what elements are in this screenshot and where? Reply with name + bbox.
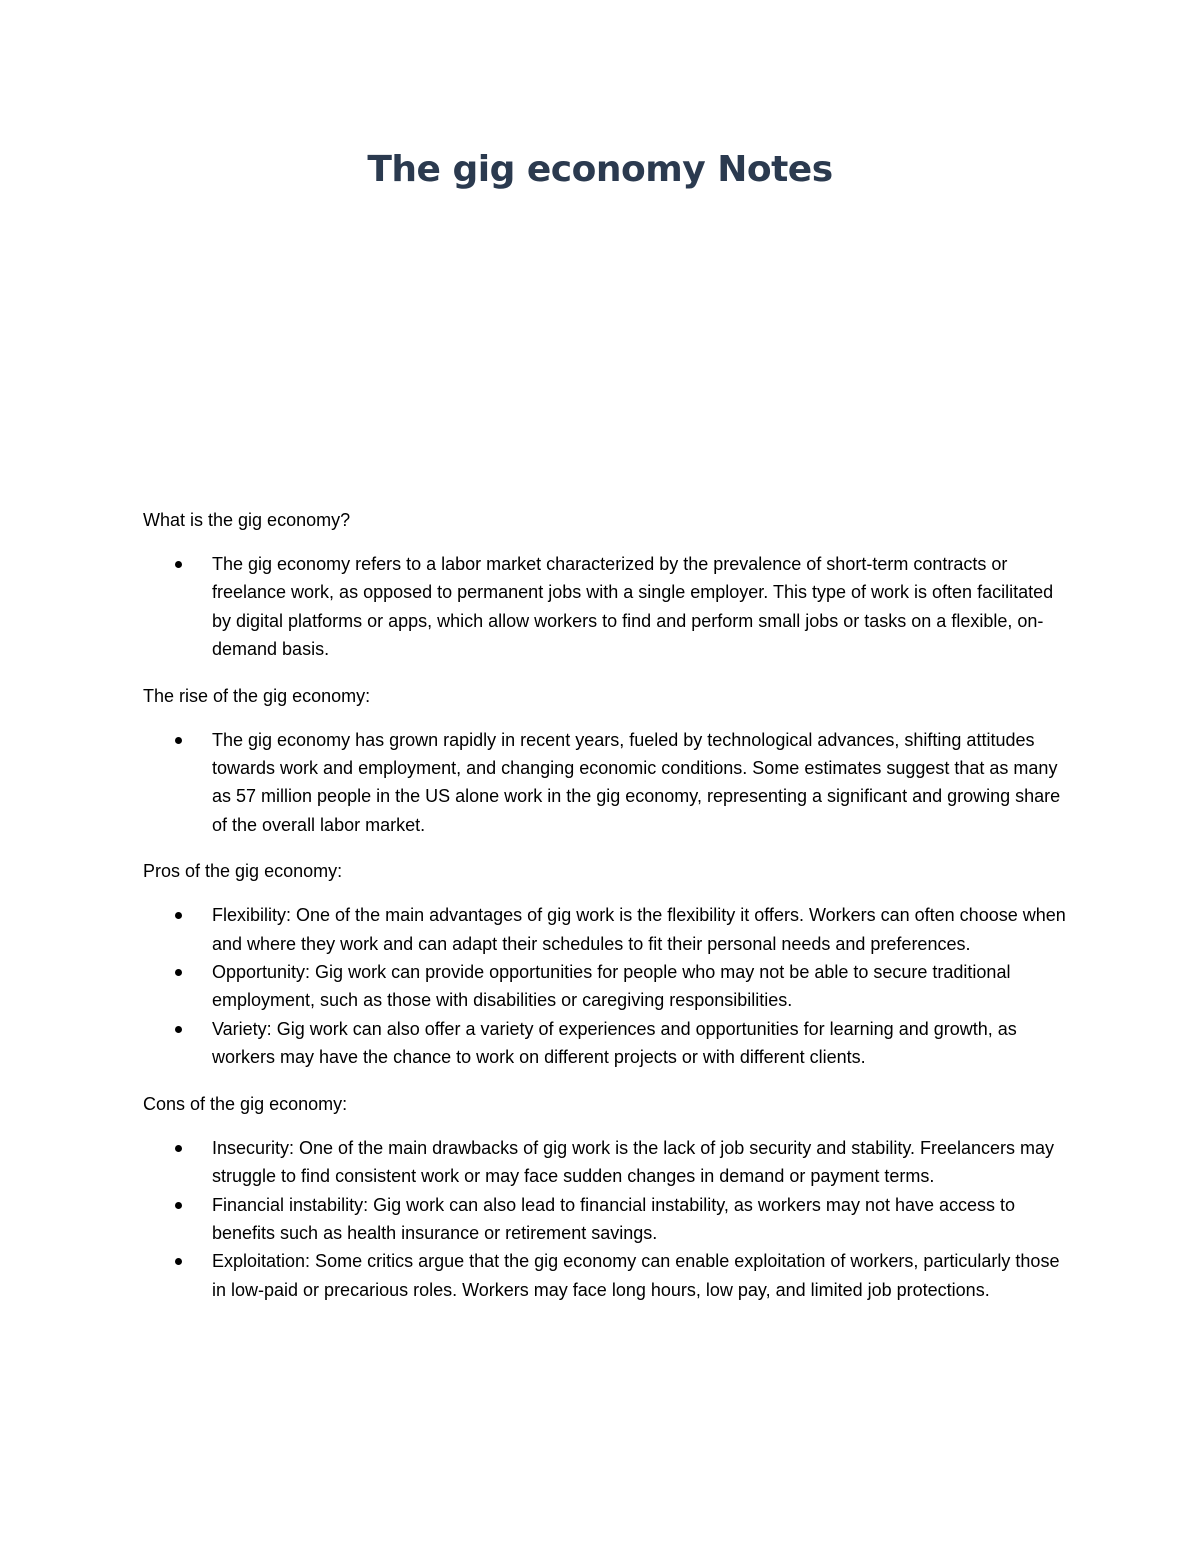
bullet-icon bbox=[175, 1202, 182, 1209]
bullet-list bbox=[143, 1134, 1068, 1304]
section-heading: Cons of the gig economy: bbox=[143, 1093, 348, 1114]
list-item-text: Insecurity: One of the main drawbacks of gig work is the lack of job security and stability. Freelancers may struggle to find consistent work or may face sudden changes in demand or payment terms. bbox=[212, 1137, 1055, 1187]
bullet-icon bbox=[175, 1258, 182, 1265]
section-heading: What is the gig economy? bbox=[143, 510, 351, 530]
list-item-text: The gig economy refers to a labor market characterized by the prevalence of short-term contracts or freelance work, as opposed to permanent jobs with a single employer. This type of work is often facilitated by digital platforms or apps, which allow workers to find and perform small jobs or tasks on a flexible, on-demand basis. bbox=[212, 554, 1054, 660]
section-heading: The rise of the gig economy: bbox=[143, 685, 371, 706]
bullet-icon bbox=[175, 912, 182, 919]
list-item bbox=[143, 1134, 1068, 1191]
list-item-text: Exploitation: Some critics argue that the gig economy can enable exploitation of workers, particularly those in low-paid or precarious roles. Workers may face long hours, low pay, and limited job protections. bbox=[212, 1251, 1060, 1300]
bullet-icon bbox=[175, 1145, 182, 1152]
bullet-icon bbox=[175, 737, 182, 744]
list-item bbox=[143, 1247, 1068, 1304]
bullet-list bbox=[143, 901, 1068, 1071]
list-item-text: Flexibility: One of the main advantages of gig work is the flexibility it offers. Workers can often choose when and where they work and can adapt their schedules to fit their personal needs and preferences. bbox=[212, 905, 1066, 954]
list-item bbox=[143, 1191, 1068, 1248]
section-heading: Pros of the gig economy: bbox=[143, 861, 343, 882]
list-item bbox=[143, 1015, 1068, 1072]
list-item-text: Variety: Gig work can also offer a variety of experiences and opportunities for learning and growth, as workers may have the chance to work on different projects or with different clients. bbox=[212, 1018, 1017, 1068]
bullet-icon bbox=[175, 1026, 182, 1033]
document-title: The gig economy Notes bbox=[367, 149, 833, 190]
list-item-text: Opportunity: Gig work can provide opportunities for people who may not be able to secure traditional employment, such as those with disabilities or caregiving responsibilities. bbox=[212, 962, 1011, 1011]
list-item bbox=[143, 958, 1068, 1015]
list-item-text: Financial instability: Gig work can also lead to financial instability, as workers may not have access to benefits such as health insurance or retirement savings. bbox=[212, 1194, 1016, 1243]
document-body bbox=[143, 506, 1068, 1322]
list-item bbox=[143, 901, 1068, 958]
bullet-icon bbox=[175, 561, 182, 568]
list-item bbox=[143, 726, 1068, 840]
bullet-icon bbox=[175, 969, 182, 976]
list-item-text: The gig economy has grown rapidly in recent years, fueled by technological advances, shifting attitudes towards work and employment, and changing economic conditions. Some estimates suggest that as many as 57 million people in the US alone work in the gig economy, representing a significant and growing share of the overall labor market. bbox=[212, 729, 1061, 835]
bullet-list bbox=[143, 550, 1068, 664]
bullet-list bbox=[143, 726, 1068, 840]
list-item bbox=[143, 550, 1068, 664]
